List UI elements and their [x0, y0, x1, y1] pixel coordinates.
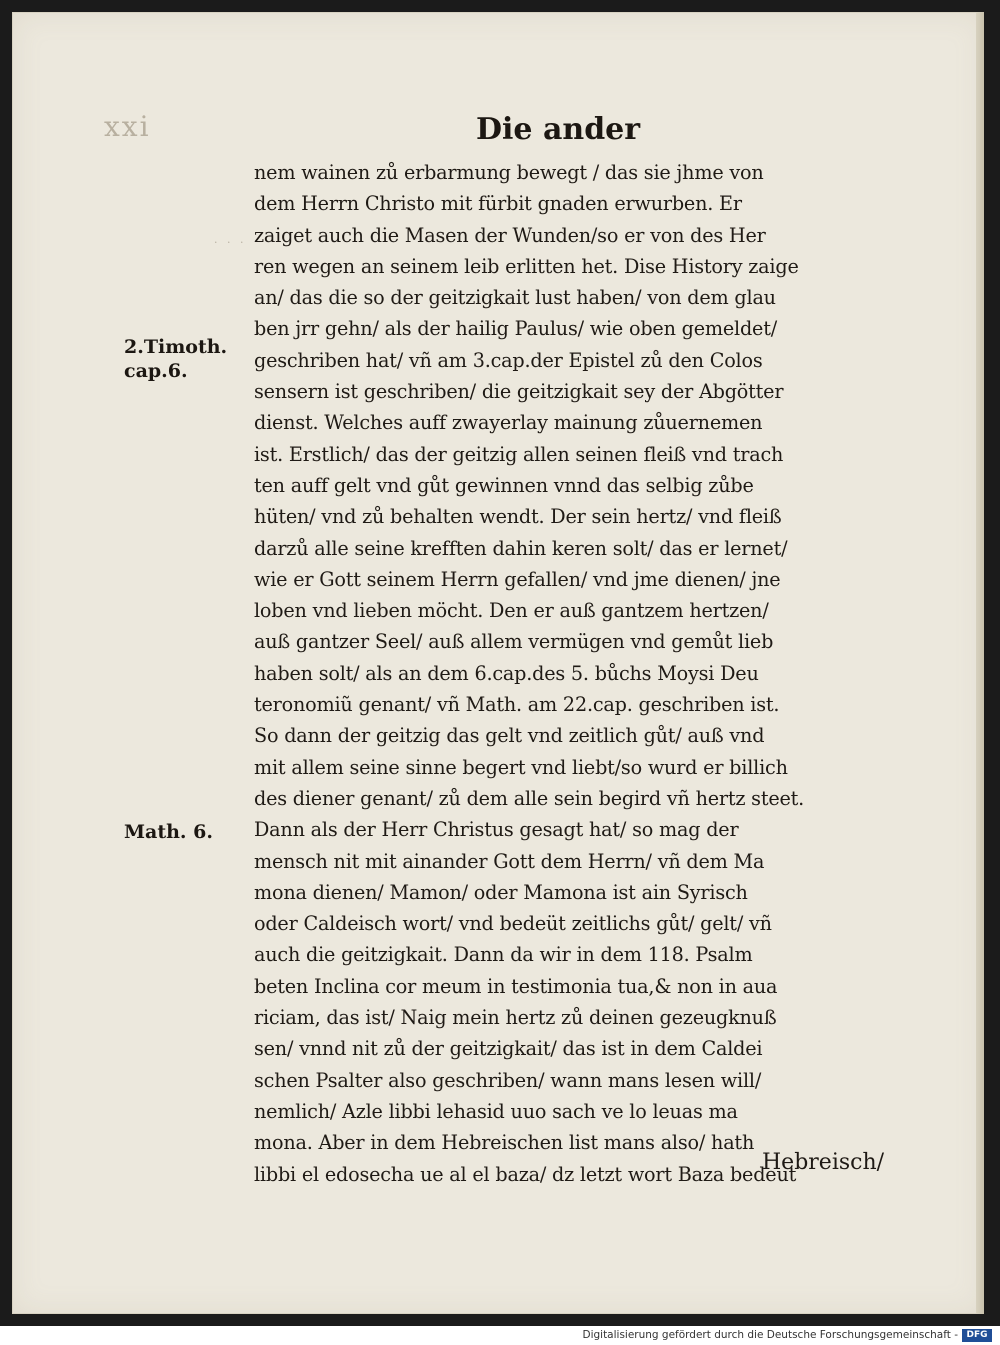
text-line: libbi el edosecha ue al el baza/ dz letzt wort Baza bedeut	[254, 1162, 797, 1186]
text-line: ten auff gelt vnd gůt gewinnen vnnd das selbig zůbe	[254, 473, 754, 497]
text-line: beten Inclina cor meum in testimonia tua,& non in aua	[254, 974, 778, 998]
margin-note-line: 2.Timoth.	[124, 336, 228, 358]
text-line: nem wainen zů erbarmung bewegt / das sie jhme von	[254, 161, 764, 184]
dfg-logo: DFG	[962, 1329, 992, 1342]
folio-number: xxi	[104, 110, 151, 143]
text-line: haben solt/ als an dem 6.cap.des 5. bůchs Moysi Deu	[254, 661, 759, 685]
text-line: mensch nit mit ainander Gott dem Herrn/ vñ dem Ma	[254, 849, 765, 873]
text-line: Dann als der Herr Christus gesagt hat/ so mag der	[254, 818, 739, 842]
catchword: Hebreisch/	[762, 1150, 885, 1175]
text-line: mona dienen/ Mamon/ oder Mamona ist ain Syrisch	[254, 880, 748, 904]
footer-bar	[0, 1326, 1000, 1345]
text-line: nemlich/ Azle libbi lehasid uuo sach ve lo leuas ma	[254, 1099, 738, 1123]
text-line: oder Caldeisch wort/ vnd bedeüt zeitlichs gůt/ gelt/ vñ	[254, 912, 772, 936]
text-line: geschriben hat/ vñ am 3.cap.der Epistel zů den Colos	[254, 348, 763, 372]
text-line: loben vnd lieben möcht. Den er auß gantzem hertzen/	[254, 599, 769, 623]
main-text-block	[254, 157, 904, 1190]
text-line: des diener genant/ zů dem alle sein begird vñ hertz steet.	[254, 786, 805, 810]
funding-credit: Digitalisierung gefördert durch die Deutsche Forschungsgemeinschaft -	[582, 1329, 958, 1341]
text-line: ben jrr gehn/ als der hailig Paulus/ wie oben gemeldet/	[254, 317, 777, 341]
text-line: sensern ist geschriben/ die geitzigkait sey der Abgötter	[254, 380, 784, 404]
text-line: sen/ vnnd nit zů der geitzigkait/ das ist in dem Caldei	[254, 1037, 763, 1061]
text-line: ren wegen an seinem leib erlitten het. Dise History zaige	[254, 254, 799, 278]
text-line: So dann der geitzig das gelt vnd zeitlich gůt/ auß vnd	[254, 724, 765, 748]
text-line: hüten/ vnd zů behalten wendt. Der sein hertz/ vnd fleiß	[254, 505, 782, 529]
text-line: ist. Erstlich/ das der geitzig allen seinen fleiß vnd trach	[254, 442, 784, 466]
text-line: schen Psalter also geschriben/ wann mans lesen will/	[254, 1068, 762, 1092]
text-line: an/ das die so der geitzigkait lust haben/ von dem glau	[254, 286, 776, 310]
margin-note-timothy	[124, 335, 227, 383]
margin-note-line: cap.6.	[124, 360, 188, 382]
text-line: darzů alle seine krefften dahin keren solt/ das er lernet/	[254, 536, 788, 560]
text-line: dem Herrn Christo mit fürbit gnaden erwurben. Er	[254, 192, 742, 216]
text-line: auß gantzer Seel/ auß allem vermügen vnd gemůt lieb	[254, 630, 774, 654]
text-line: auch die geitzigkait. Dann da wir in dem 118. Psalm	[254, 943, 753, 967]
margin-note-matthew	[124, 820, 213, 844]
faint-marks: · · ·	[214, 236, 247, 249]
page-edge	[976, 12, 984, 1314]
text-line: wie er Gott seinem Herrn gefallen/ vnd jme dienen/ jne	[254, 567, 781, 591]
margin-note-line: Math. 6.	[124, 821, 213, 843]
text-line: mit allem seine sinne begert vnd liebt/so wurd er billich	[254, 755, 788, 779]
running-head: Die ander	[476, 112, 641, 147]
text-line: mona. Aber in dem Hebreischen list mans also/ hath	[254, 1131, 755, 1155]
text-line: dienst. Welches auff zwayerlay mainung zůuernemen	[254, 411, 763, 435]
text-line: teronomiũ genant/ vñ Math. am 22.cap. geschriben ist.	[254, 693, 780, 717]
text-line: zaiget auch die Masen der Wunden/so er von des Her	[254, 223, 766, 247]
text-line: riciam, das ist/ Naig mein hertz zů deinen gezeugknuß	[254, 1006, 777, 1030]
